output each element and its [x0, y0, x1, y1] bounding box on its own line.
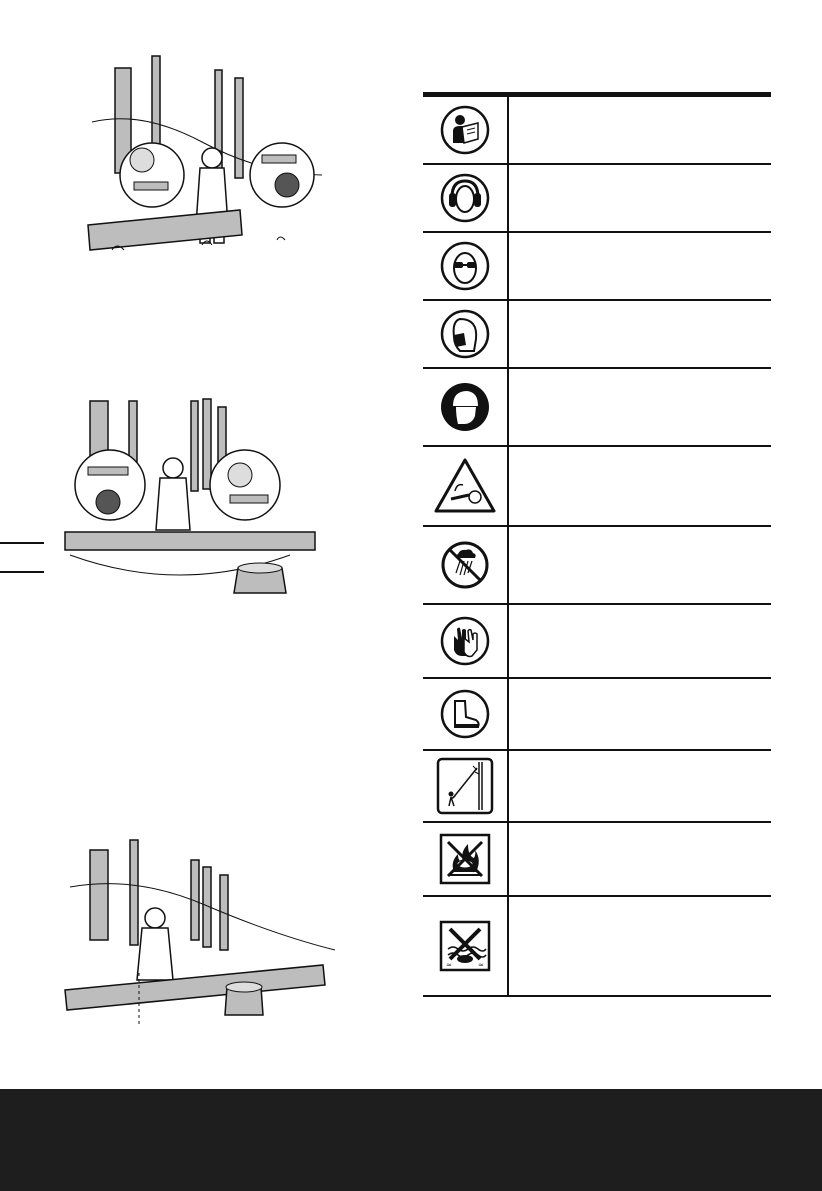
- svg-text:≈: ≈: [446, 961, 452, 969]
- symbol-description: [509, 527, 771, 603]
- svg-text:≈: ≈: [478, 961, 484, 969]
- symbol-row: [423, 233, 771, 301]
- dust-mask-icon: [423, 301, 509, 367]
- symbol-description: [509, 679, 771, 749]
- protective-boots-icon: [423, 679, 509, 749]
- symbol-row: [423, 447, 771, 527]
- symbol-row: [423, 165, 771, 233]
- safety-symbols-table: [423, 92, 771, 997]
- symbol-row: [423, 897, 771, 997]
- head-protection-icon: [423, 369, 509, 445]
- margin-rule-bottom: [0, 571, 44, 573]
- kickback-warning-icon: [423, 447, 509, 525]
- electric-shock-distance-icon: [423, 751, 509, 821]
- margin-rule-top: [0, 542, 44, 544]
- protective-gloves-icon: [423, 605, 509, 677]
- figure-cutting-supported-log: [60, 395, 320, 605]
- symbol-row: [423, 527, 771, 605]
- figure-cutting-log-near-stump: [55, 835, 335, 1035]
- no-water-icon: [423, 897, 509, 995]
- no-rain-icon: [423, 527, 509, 603]
- symbol-description: [509, 605, 771, 677]
- symbol-description: [509, 233, 771, 299]
- symbol-row: [423, 97, 771, 165]
- no-burning-icon: [423, 823, 509, 895]
- symbol-description: [509, 369, 771, 445]
- symbol-row: [423, 301, 771, 369]
- symbol-row: [423, 751, 771, 823]
- symbol-description: [509, 447, 771, 525]
- symbol-description: [509, 301, 771, 367]
- read-manual-icon: [423, 97, 509, 163]
- symbol-row: [423, 679, 771, 751]
- symbol-description: [509, 751, 771, 821]
- figure-cutting-log-on-slope: [82, 50, 322, 260]
- eye-protection-icon: [423, 233, 509, 299]
- symbol-row: [423, 605, 771, 679]
- symbol-description: [509, 823, 771, 895]
- symbol-description: [509, 165, 771, 231]
- symbol-description: [509, 897, 771, 995]
- symbol-row: [423, 823, 771, 897]
- footer-band: [0, 1089, 822, 1191]
- ear-protection-icon: [423, 165, 509, 231]
- symbol-row: [423, 369, 771, 447]
- symbol-description: [509, 97, 771, 163]
